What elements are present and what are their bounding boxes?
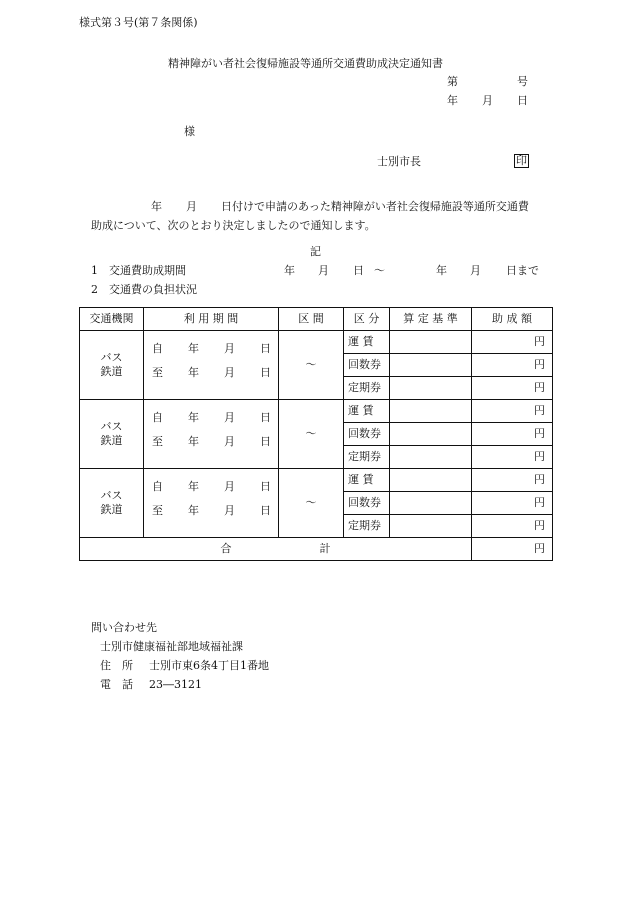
mode-railway: 鉄道 [100, 434, 123, 447]
category-cell: 回数券 [344, 492, 390, 515]
category-cell: 回数券 [344, 354, 390, 377]
category-cell: 運 賃 [344, 469, 390, 492]
mode-railway: 鉄道 [100, 503, 123, 516]
amount-cell: 円 [472, 377, 553, 400]
body-year: 年 [151, 200, 162, 213]
item2-number: 2 [91, 283, 98, 296]
period-to-day: 日 [260, 504, 271, 517]
contact-department: 士別市健康福祉部地域福祉課 [100, 640, 243, 653]
period-from-label: 自 [152, 480, 163, 493]
section-cell: 〜 [279, 331, 344, 400]
issuer-name: 士別市長 [377, 155, 421, 168]
period-from-year: 年 [188, 480, 199, 493]
header-section: 区 間 [279, 308, 344, 331]
item1-day2: 日まで [506, 264, 539, 277]
header-amount: 助 成 額 [472, 308, 553, 331]
period-from-day: 日 [260, 411, 271, 424]
period-from-month: 月 [224, 480, 235, 493]
item1-label: 交通費助成期間 [109, 264, 186, 277]
period-to-label: 至 [152, 435, 163, 448]
amount-cell: 円 [472, 423, 553, 446]
header-period: 利 用 期 間 [144, 308, 279, 331]
period-from-label: 自 [152, 411, 163, 424]
item1-day1: 日 [353, 264, 364, 277]
basis-cell [390, 469, 472, 492]
amount-cell: 円 [472, 469, 553, 492]
period-from-year: 年 [188, 411, 199, 424]
basis-cell [390, 515, 472, 538]
period-to-label: 至 [152, 504, 163, 517]
period-from-day: 日 [260, 342, 271, 355]
table-row [80, 469, 553, 492]
total-label: 合 計 [80, 538, 472, 561]
mode-bus: バス [100, 489, 123, 502]
period-to-year: 年 [188, 366, 199, 379]
body-month: 月 [186, 200, 197, 213]
doc-number-go: 号 [517, 75, 528, 88]
total-amount-cell: 円 [472, 538, 553, 561]
period-to-label: 至 [152, 366, 163, 379]
body-line-2: 助成について、次のとおり決定しましたので通知します。 [91, 219, 376, 232]
addressee-suffix: 様 [184, 125, 195, 138]
period-to-day: 日 [260, 435, 271, 448]
item1-year1: 年 [284, 264, 295, 277]
contact-address-label: 住 所 [100, 659, 133, 672]
contact-heading: 問い合わせ先 [91, 621, 157, 634]
item1-month2: 月 [470, 264, 481, 277]
item1-number: 1 [91, 264, 98, 277]
amount-cell: 円 [472, 446, 553, 469]
item2-label: 交通費の負担状況 [109, 283, 197, 296]
contact-phone-label: 電 話 [100, 678, 133, 691]
ki-heading: 記 [310, 245, 321, 258]
category-cell: 定期券 [344, 446, 390, 469]
table-header-row [80, 308, 553, 331]
basis-cell [390, 331, 472, 354]
amount-cell: 円 [472, 492, 553, 515]
period-to-year: 年 [188, 435, 199, 448]
amount-cell: 円 [472, 354, 553, 377]
section-cell: 〜 [279, 400, 344, 469]
mode-railway: 鉄道 [100, 365, 123, 378]
table-row [80, 331, 553, 354]
seal-mark: 印 [516, 154, 527, 167]
section-cell: 〜 [279, 469, 344, 538]
period-cell [144, 400, 279, 469]
period-cell [144, 469, 279, 538]
amount-cell: 円 [472, 515, 553, 538]
burden-table [79, 307, 553, 561]
period-from-month: 月 [224, 342, 235, 355]
total-row [80, 538, 553, 561]
category-cell: 回数券 [344, 423, 390, 446]
category-cell: 運 賃 [344, 331, 390, 354]
contact-address: 士別市東6条4丁目1番地 [149, 659, 269, 672]
contact-phone: 23―3121 [149, 678, 202, 691]
period-to-month: 月 [224, 366, 235, 379]
category-cell: 定期券 [344, 515, 390, 538]
basis-cell [390, 354, 472, 377]
period-to-month: 月 [224, 435, 235, 448]
header-category: 区 分 [344, 308, 390, 331]
item1-year2: 年 [436, 264, 447, 277]
form-number: 様式第３号(第７条関係) [79, 16, 198, 29]
period-from-label: 自 [152, 342, 163, 355]
period-from-year: 年 [188, 342, 199, 355]
table-row [80, 400, 553, 423]
date-day: 日 [517, 94, 528, 107]
period-cell [144, 331, 279, 400]
period-to-year: 年 [188, 504, 199, 517]
period-to-month: 月 [224, 504, 235, 517]
item1-tilde: 〜 [374, 264, 385, 277]
document-title: 精神障がい者社会復帰施設等通所交通費助成決定通知書 [168, 57, 443, 70]
period-from-month: 月 [224, 411, 235, 424]
item1-month1: 月 [318, 264, 329, 277]
header-basis: 算 定 基 準 [390, 308, 472, 331]
period-to-day: 日 [260, 366, 271, 379]
date-year: 年 [447, 94, 458, 107]
period-from-day: 日 [260, 480, 271, 493]
basis-cell [390, 377, 472, 400]
category-cell: 運 賃 [344, 400, 390, 423]
transport-cell [80, 469, 144, 538]
basis-cell [390, 400, 472, 423]
basis-cell [390, 446, 472, 469]
basis-cell [390, 492, 472, 515]
mode-bus: バス [100, 351, 123, 364]
doc-number-dai: 第 [447, 75, 458, 88]
date-month: 月 [482, 94, 493, 107]
transport-cell [80, 331, 144, 400]
amount-cell: 円 [472, 331, 553, 354]
category-cell: 定期券 [344, 377, 390, 400]
mode-bus: バス [100, 420, 123, 433]
basis-cell [390, 423, 472, 446]
transport-cell [80, 400, 144, 469]
amount-cell: 円 [472, 400, 553, 423]
body-line-1: 日付けで申請のあった精神障がい者社会復帰施設等通所交通費 [221, 200, 529, 213]
header-transport: 交通機関 [80, 308, 144, 331]
